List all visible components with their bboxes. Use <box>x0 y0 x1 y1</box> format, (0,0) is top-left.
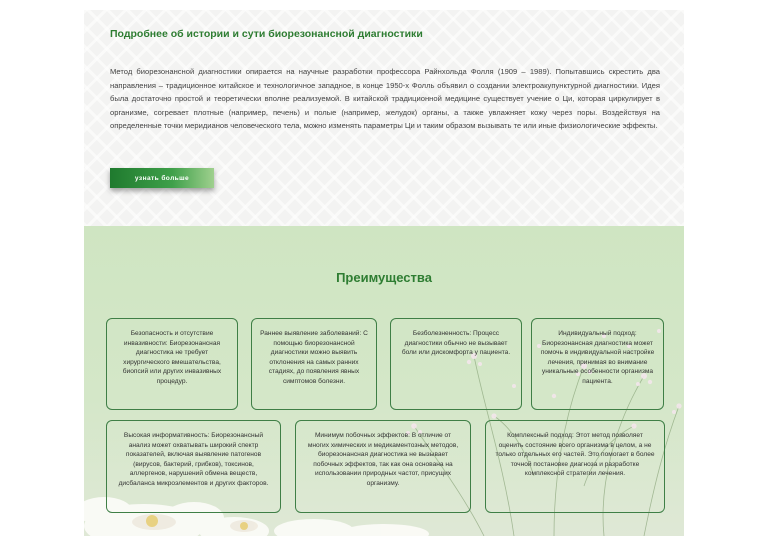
advantage-card-safety: Безопасность и отсутствие инвазивности: Биорезонансная диагностика не требует хирургического вмешательства, биопсий или других инвазивных процедур. <box>106 318 238 410</box>
history-title: Подробнее об истории и сути биорезонансной диагностики <box>110 28 423 40</box>
advantage-card-side-effects: Минимум побочных эффектов: В отличие от многих химических и медикаментозных методов, биорезонансная диагностика не вызывает побочных эффектов, так как она основана на использовании природных частот, присущих организму. <box>295 420 471 513</box>
learn-more-button[interactable]: узнать больше <box>110 168 214 188</box>
advantage-card-individual: Индивидуальный подход: Биорезонансная диагностика может помочь в индивидуальной настройке лечения, принимая во внимание уникальные особенности организма пациента. <box>531 318 664 410</box>
advantage-card-complex: Комплексный подход: Этот метод позволяет оценить состояние всего организма в целом, а не только отдельных его частей. Это помогает в более точной постановке диагноза и разработке комплексной стратегии лечения. <box>485 420 665 513</box>
history-text: Метод биорезонансной диагностики опирается на научные разработки профессора Райнхольда Фолля (1909 – 1989). Попытавшись скрестить два направления – традиционное китайское и технологичное западное, в конце 1950-х Фолль объявил о создании электроакупунктурной диагностики. Идея была достаточно простой и теоретически вполне реализуемой. В китайской традиционной медицине существует учение о Ци, которая циркулирует в организме, согревает плотные (например, печень) и полые (например, желудок) органы, а также увлажняет кожу через поры. Воздействуя на определенные точки меридианов человеческого тела, можно изменять параметры Ци и таким образом вызывать те или иные физиологические эффекты. <box>110 67 660 131</box>
page <box>84 10 684 536</box>
advantage-card-early-detection: Раннее выявление заболеваний: С помощью биорезонансной диагностики можно выявить отклонения на самых ранних стадиях, до появления явных симптомов болезни. <box>251 318 377 410</box>
history-section <box>84 10 684 226</box>
advantages-section <box>84 226 684 536</box>
advantage-card-painless: Безболезненность: Процесс диагностики обычно не вызывает боли или дискомфорта у пациента. <box>390 318 522 410</box>
advantage-card-informative: Высокая информативность: Биорезонансный анализ может охватывать широкий спектр показателей, включая выявление патогенов (вирусов, бактерий, грибков), токсинов, аллергенов, нарушений обмена веществ, дисбаланса микроэлементов и других факторов. <box>106 420 281 513</box>
advantages-title: Преимущества <box>336 270 432 285</box>
